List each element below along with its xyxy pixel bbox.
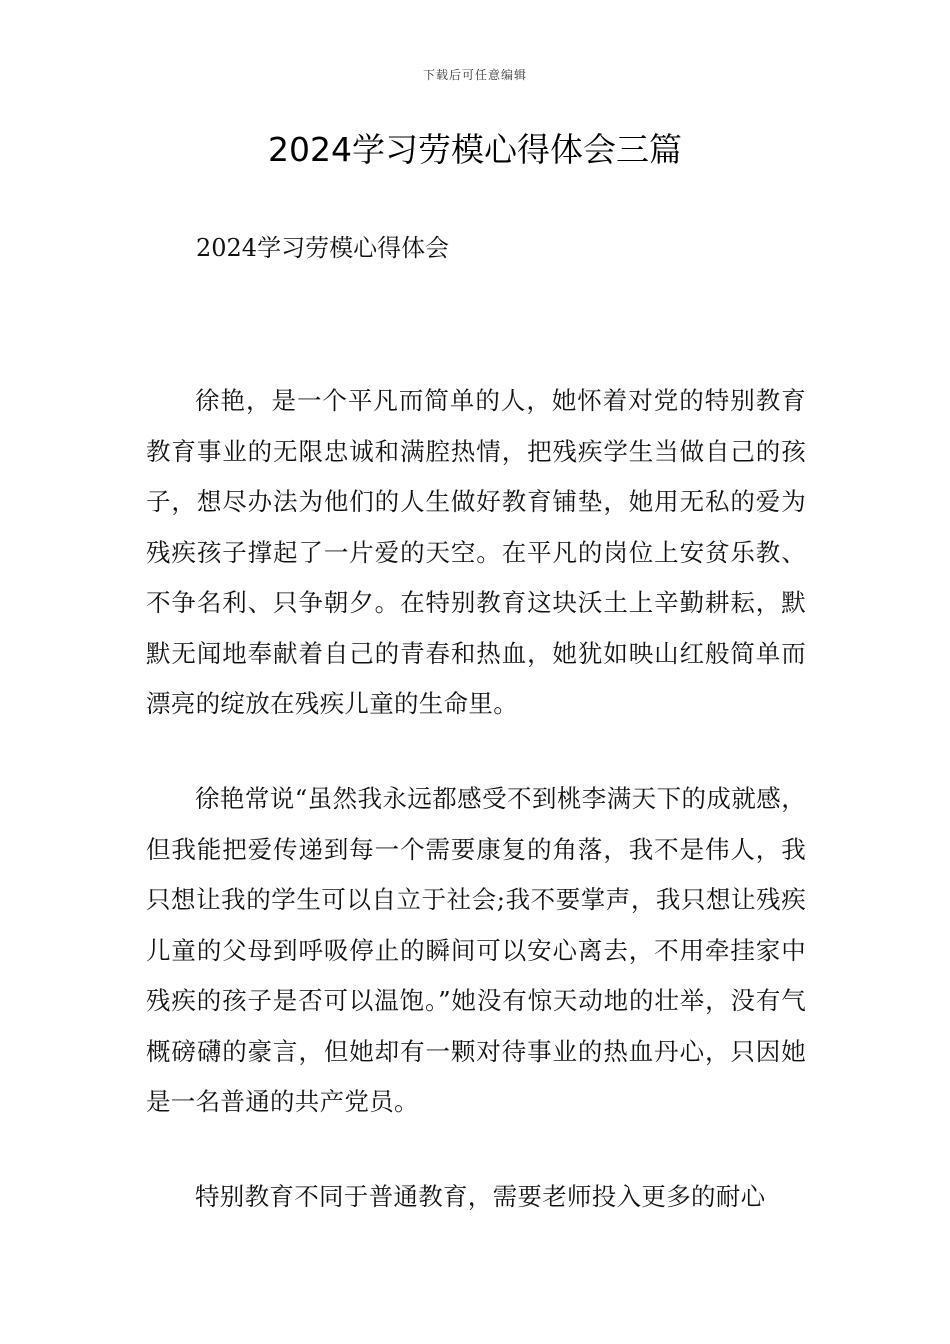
- document-title: 2024学习劳模心得体会三篇: [268, 130, 682, 169]
- document-subtitle: 2024学习劳模心得体会: [196, 234, 450, 262]
- paragraph-2: 徐艳常说“虽然我永远都感受不到桃李满天下的成就感，但我能把爱传递到每一个需要康复的角落，我不是伟人，我只想让我的学生可以自立于社会;我不要掌声，我只想让残疾儿童的父母到呼吸停止的瞬间可以安心离去，不用牵挂家中残疾的孩子是否可以温饱。”她没有惊天动地的壮举，没有气概磅礴的豪言，但她却有一颗对待事业的热血丹心，只因她是一名普通的共产党员。: [146, 784, 806, 1116]
- paragraph-3: 特别教育不同于普通教育，需要老师投入更多的耐心: [195, 1182, 766, 1211]
- header-note: 下载后可任意编辑: [422, 68, 527, 82]
- paragraph-1: 徐艳，是一个平凡而简单的人，她怀着对党的特别教育教育事业的无限忠诚和满腔热情，把残疾学生当做自己的孩子，想尽办法为他们的人生做好教育铺垫，她用无私的爱为残疾孩子撑起了一片爱的天空。在平凡的岗位上安贫乐教、不争名利、只争朝夕。在特别教育这块沃土上辛勤耕耘，默默无闻地奉献着自己的青春和热血，她犹如映山红般简单而漂亮的绽放在残疾儿童的生命里。: [146, 386, 806, 718]
